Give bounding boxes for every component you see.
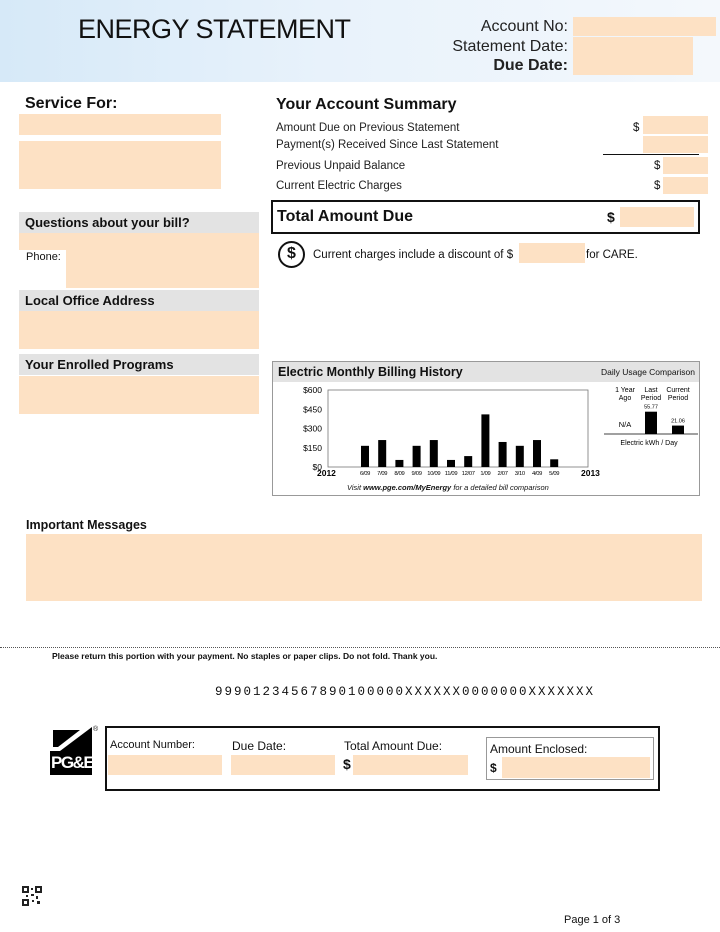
daily-usage-title: Daily Usage Comparison [600,367,695,377]
bar [378,440,386,467]
summary-divider [603,154,699,155]
note-visit: Visit [347,483,362,492]
daily-col-label: Period [667,395,689,402]
payment-stub-box [105,726,660,791]
bar [499,442,507,467]
statement-title: ENERGY STATEMENT [78,14,351,44]
summary-row-previous-statement: Amount Due on Previous Statement [276,122,460,134]
scan-line: 99901234567890100000XXXXXX0000000XXXXXXX [215,685,596,699]
important-messages-heading: Important Messages [26,518,147,532]
stub-due-date-value [231,755,335,775]
account-no-label: Account No: [480,18,568,35]
bar [464,456,472,467]
dollar-sign: $ [654,180,661,192]
x-tick-label: 2/07 [497,471,508,477]
summary-row-unpaid-balance: Previous Unpaid Balance [276,160,406,172]
account-summary-heading: Your Account Summary [276,96,457,113]
x-tick-label: 8/09 [394,471,405,477]
x-tick-label: 3/10 [514,471,525,477]
year-end-label: 2013 [581,468,600,478]
pge-logo [50,727,92,775]
summary-row-payments-received: Payment(s) Received Since Last Statement [276,139,499,151]
dollar-sign: $ [343,756,351,772]
daily-bar [645,412,657,434]
perforation-line [0,647,720,648]
bar [481,414,489,467]
total-amount-due-box [271,200,700,234]
important-messages-field [26,534,702,601]
service-name-field [19,114,221,135]
y-tick-label: $0 [312,462,322,472]
daily-col-label: Ago [618,395,632,402]
total-amount-due-label: Total Amount Due [277,208,413,225]
bar [395,460,403,467]
bar [533,440,541,467]
due-date-value [573,56,693,75]
stub-total-due-label: Total Amount Due: [344,739,443,753]
questions-field [19,233,259,250]
stub-account-number-label: Account Number: [110,739,195,751]
due-date-label: Due Date: [493,57,568,74]
billing-history-chart [273,382,699,496]
x-tick-label: 7/09 [377,471,388,477]
x-tick-label: 9/09 [411,471,422,477]
daily-unit-label: Electric kWh / Day [620,440,678,447]
amount-enclosed-box[interactable] [486,737,654,780]
daily-bar [672,426,684,434]
billing-history-title: Electric Monthly Billing History [278,365,463,379]
billing-history-note [347,483,549,492]
care-discount-amount [519,243,585,263]
stub-account-number-value [108,755,222,775]
bar [447,460,455,467]
daily-col-label: Period [640,395,662,402]
dollar-sign: $ [633,122,640,134]
x-tick-label: 6/09 [359,471,371,477]
registered-mark: ® [93,726,99,733]
monthly-bar-chart [303,385,600,478]
local-office-address-field [19,311,259,349]
amount-enclosed-label: Amount Enclosed: [490,742,588,756]
x-tick-label: 1/09 [480,471,491,477]
y-tick-label: $300 [303,423,322,434]
y-tick-label: $600 [303,385,322,395]
unpaid-balance-amount [663,157,708,174]
service-address-field [19,141,221,189]
phone-label: Phone: [26,251,61,263]
phone-value [66,250,259,288]
logo-text: PG&E [51,753,94,772]
daily-na-label: N/A [618,420,632,429]
x-tick-label: 4/09 [531,471,543,477]
care-discount-suffix: for CARE. [586,249,638,261]
note-url[interactable]: www.pge.com/MyEnergy [363,483,452,492]
previous-statement-amount [643,116,708,134]
dollar-circle-icon: $ [278,241,305,268]
qr-code-icon [22,886,42,906]
daily-usage-chart [604,387,698,447]
bar [413,446,421,467]
bar [550,459,558,467]
statement-date-label: Statement Date: [452,38,568,55]
electric-charges-amount [663,177,708,194]
note-rest: for a detailed bill comparison [453,483,549,492]
stub-due-date-label: Due Date: [232,739,287,753]
bar [516,446,524,467]
enrolled-programs-field [19,376,259,414]
total-amount-due-value [620,207,694,227]
x-tick-label: 10/09 [427,471,441,477]
bar [361,446,369,467]
amount-enclosed-value[interactable] [502,757,650,778]
stub-total-due-value [353,755,468,775]
y-tick-label: $150 [303,442,322,453]
dollar-sign: $ [654,160,661,172]
questions-heading: Questions about your bill? [19,212,259,233]
daily-value-label: 21.06 [671,418,685,425]
dollar-sign: $ [607,209,615,225]
enrolled-programs-heading: Your Enrolled Programs [19,354,259,375]
return-instructions: Please return this portion with your payment. No staples or paper clips. Do not fold. Thank you. [52,651,438,661]
dollar-sign: $ [490,761,497,775]
payments-received-amount [643,136,708,153]
service-for-heading: Service For: [25,95,118,112]
care-discount-text: Current charges include a discount of $ [313,249,514,261]
x-tick-label: 5/09 [549,471,560,477]
daily-col-label: 1 Year [615,387,635,394]
local-office-heading: Local Office Address [19,290,259,311]
page-number: Page 1 of 3 [564,914,621,926]
bar [430,440,438,467]
x-tick-label: 12/07 [461,471,475,477]
statement-date-value [573,37,693,56]
account-no-value [573,17,716,36]
daily-col-label: Last [644,387,658,394]
daily-col-label: Current [666,387,690,394]
x-tick-label: 11/09 [444,471,458,477]
y-tick-label: $450 [303,404,322,415]
year-start-label: 2012 [317,468,336,478]
summary-row-electric-charges: Current Electric Charges [276,180,402,192]
billing-history-panel [272,361,700,496]
daily-value-label: 55.77 [644,404,658,411]
